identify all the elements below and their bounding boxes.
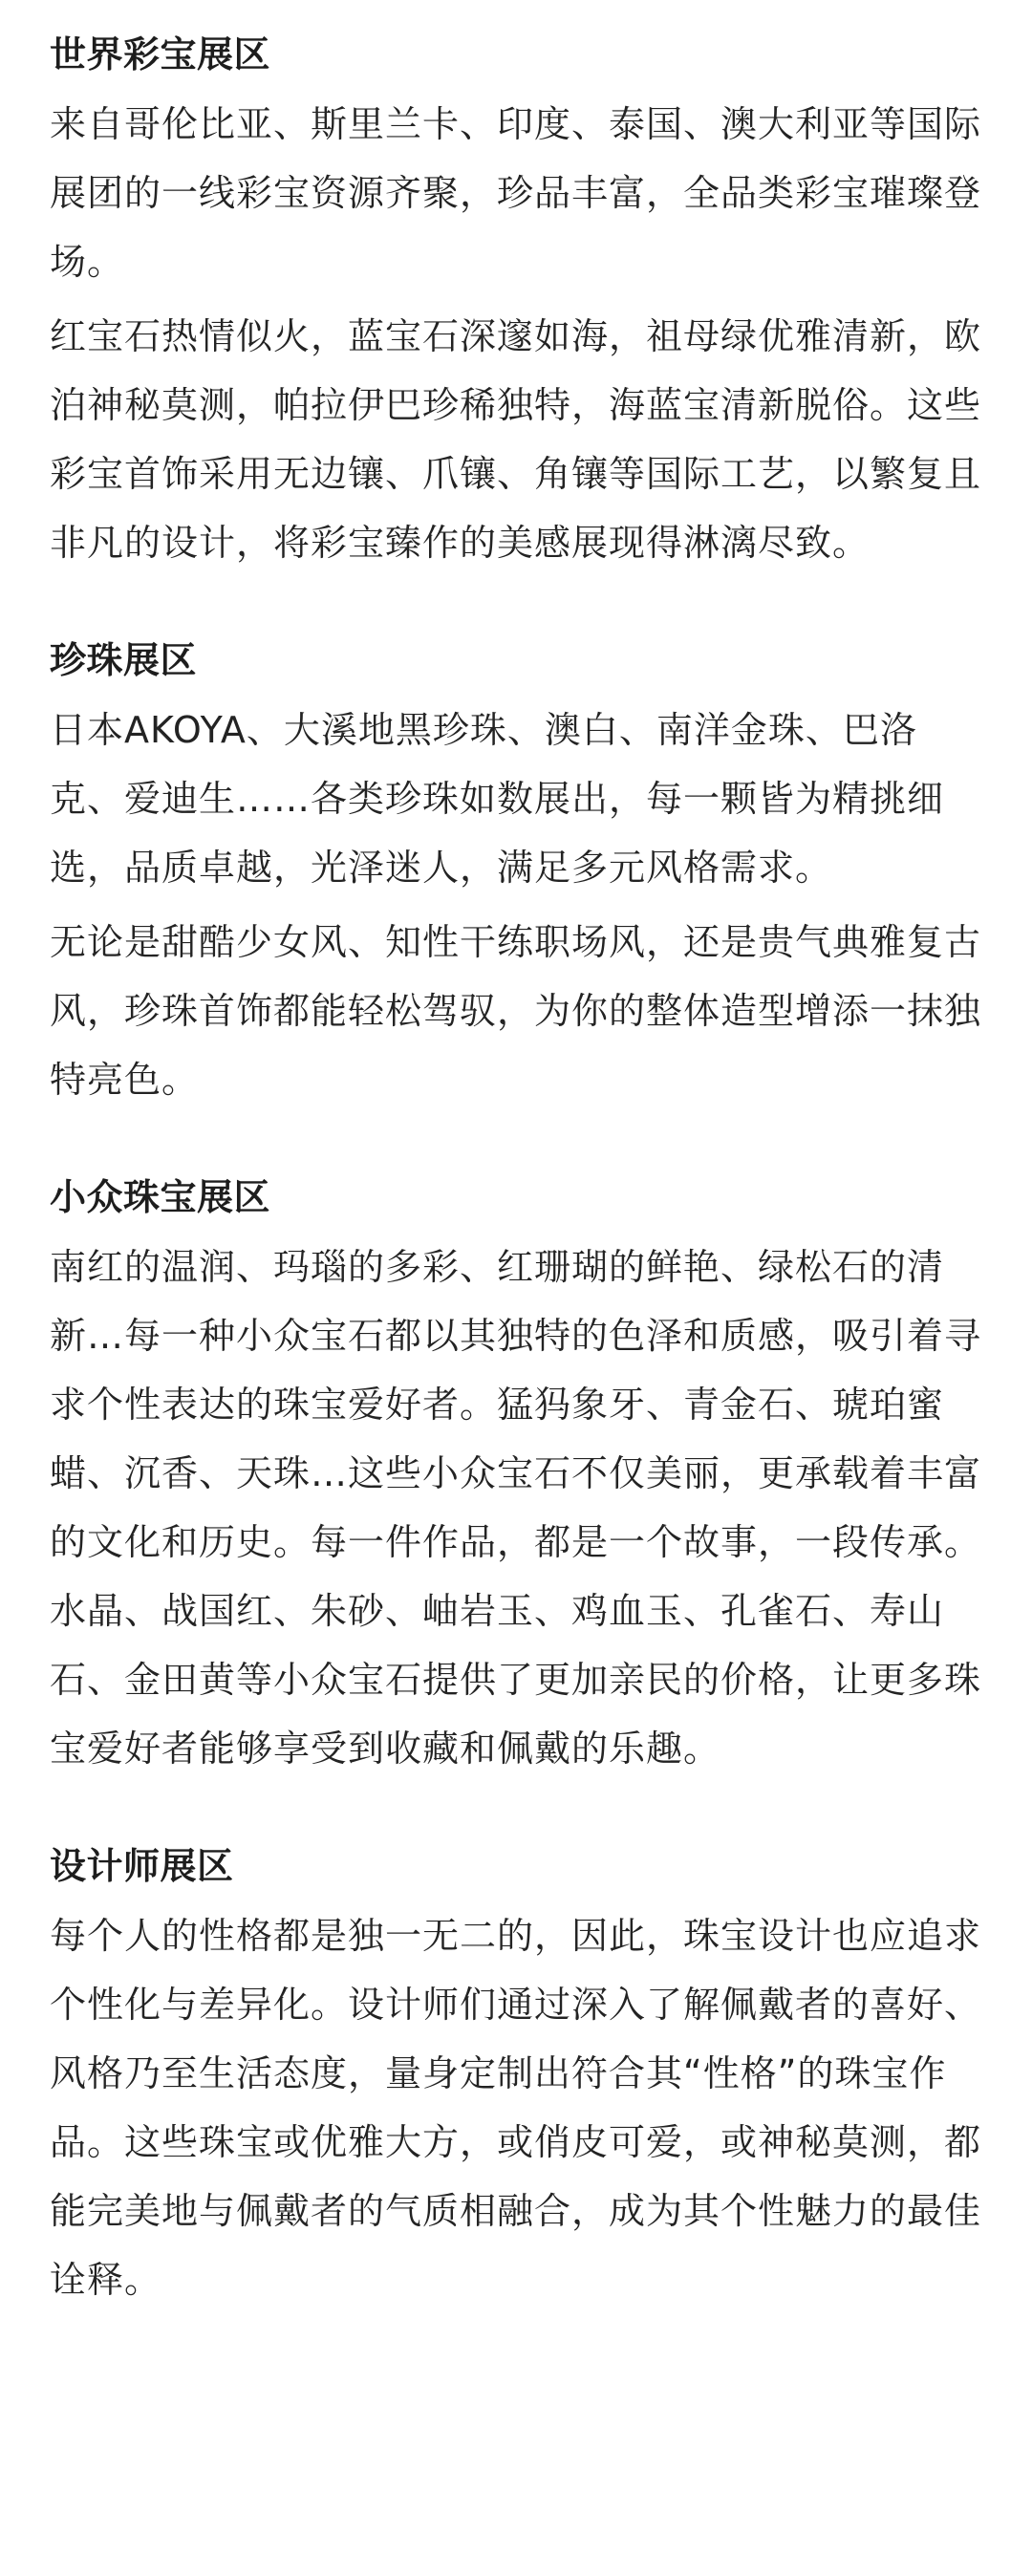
section-paragraph: 日本AKOYA、大溪地黑珍珠、澳白、南洋金珠、巴洛克、爱迪生……各类珍珠如数展出，每一颗皆为精挑细选，品质卓越，光泽迷人，满足多元风格需求。: [50, 709, 945, 889]
section-title: 世界彩宝展区: [50, 33, 271, 75]
section-pearls: [50, 633, 982, 1114]
section-title: 设计师展区: [50, 1845, 234, 1887]
section-paragraph: 无论是甜酷少女风、知性干练职场风，还是贵气典雅复古风，珍珠首饰都能轻松驾驭，为你的整体造型增添一抹独特亮色。: [50, 921, 982, 1101]
section-title: 小众珠宝展区: [50, 1176, 271, 1218]
section-designers: [50, 1838, 982, 2314]
section-paragraph: 南红的温润、玛瑙的多彩、红珊瑚的鲜艳、绿松石的清新…每一种小众宝石都以其独特的色泽和质感，吸引着寻求个性表达的珠宝爱好者。猛犸象牙、青金石、琥珀蜜蜡、沉香、天珠…这些小众宝石不仅美丽，更承载着丰富的文化和历史。每一件作品，都是一个故事，一段传承。水晶、战国红、朱砂、岫岩玉、鸡血玉、孔雀石、寿山石、金田黄等小众宝石提供了更加亲民的价格，让更多珠宝爱好者能够享受到收藏和佩戴的乐趣。: [50, 1246, 982, 1770]
section-paragraph: 来自哥伦比亚、斯里兰卡、印度、泰国、澳大利亚等国际展团的一线彩宝资源齐聚，珍品丰富，全品类彩宝璀璨登场。: [50, 103, 982, 283]
section-paragraph: 每个人的性格都是独一无二的，因此，珠宝设计也应追求个性化与差异化。设计师们通过深入了解佩戴者的喜好、风格乃至生活态度，量身定制出符合其“性格”的珠宝作品。这些珠宝或优雅大方，或俏皮可爱，或神秘莫测，都能完美地与佩戴者的气质相融合，成为其个性魅力的最佳诠释。: [50, 1915, 982, 2301]
section-paragraph: 红宝石热情似火，蓝宝石深邃如海，祖母绿优雅清新，欧泊神秘莫测，帕拉伊巴珍稀独特，海蓝宝清新脱俗。这些彩宝首饰采用无边镶、爪镶、角镶等国际工艺，以繁复且非凡的设计，将彩宝臻作的美感展现得淋漓尽致。: [50, 315, 982, 564]
section-niche-jewelry: [50, 1170, 982, 1783]
section-world-colored-gems: [50, 27, 982, 577]
section-title: 珍珠展区: [50, 639, 198, 681]
